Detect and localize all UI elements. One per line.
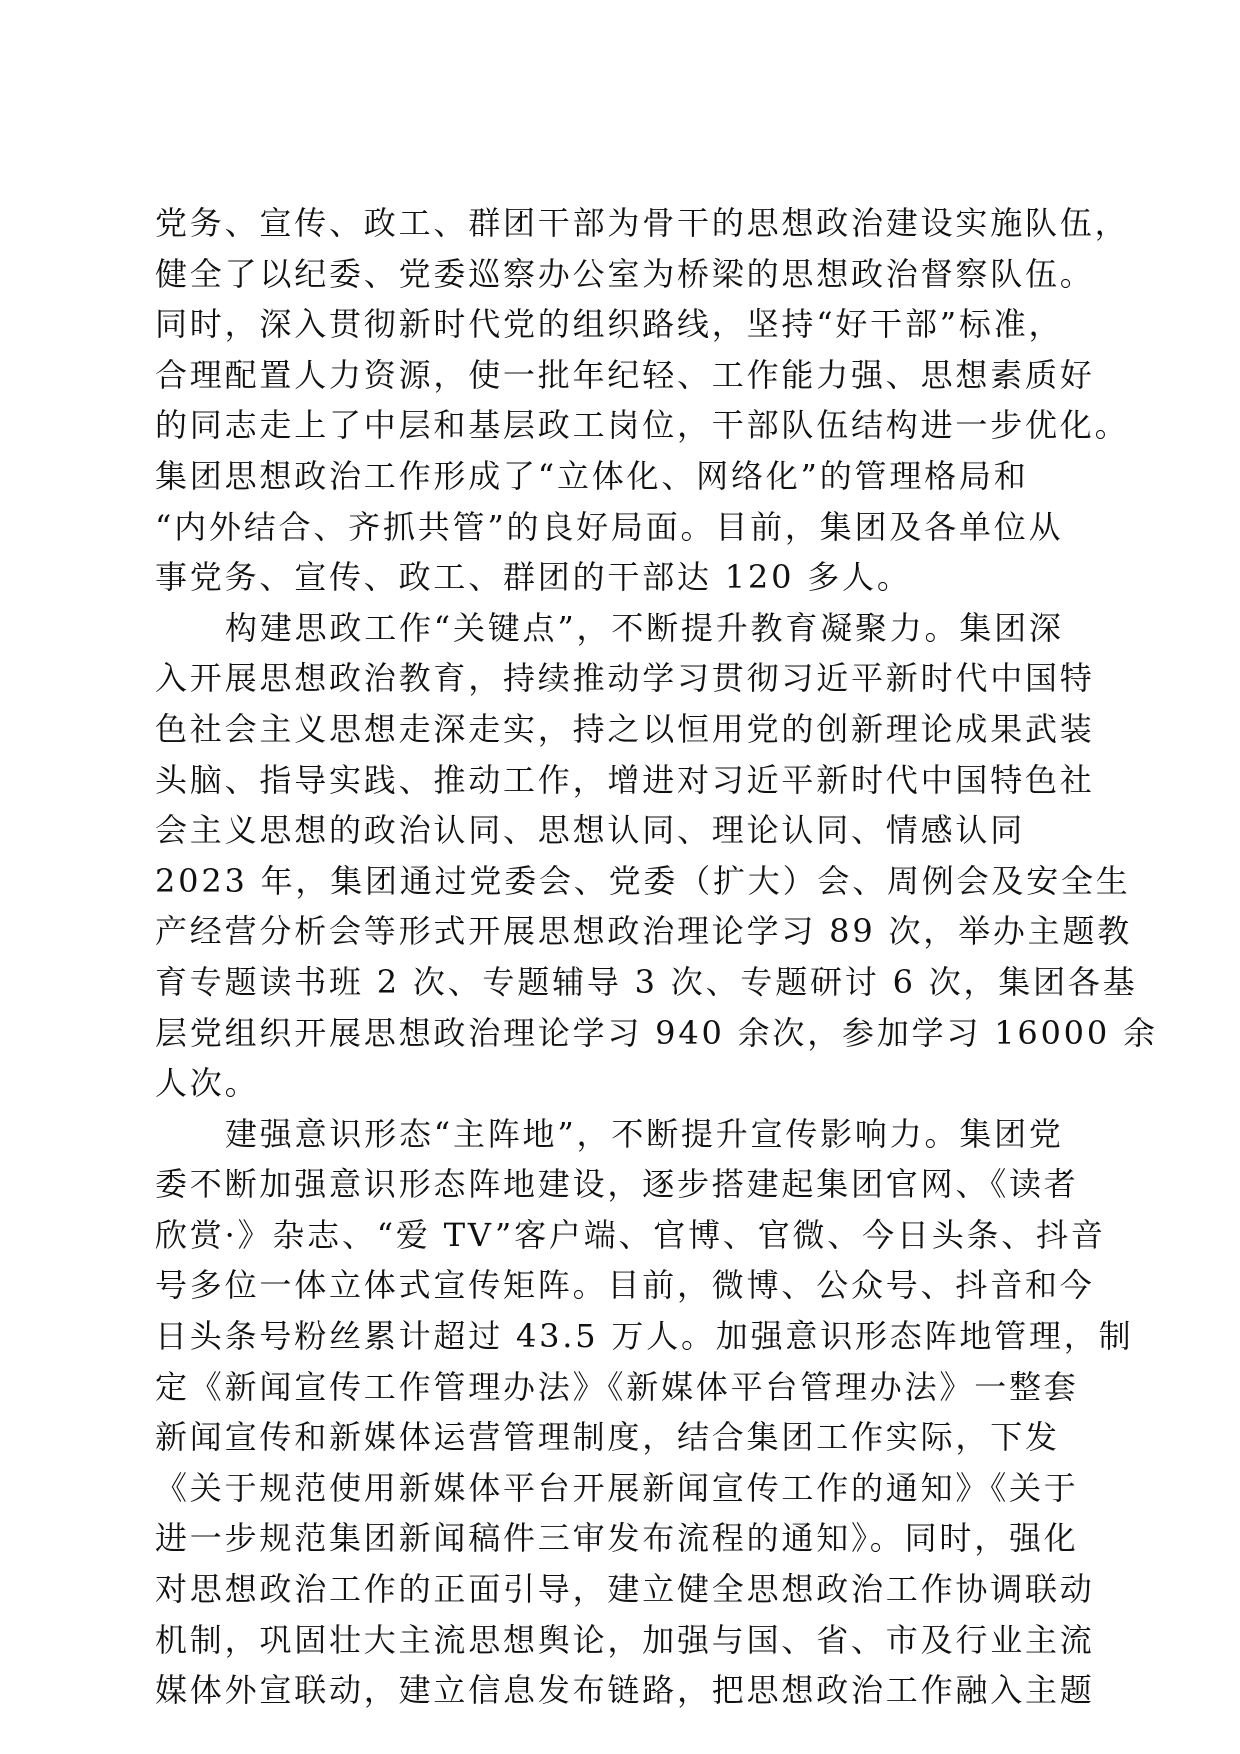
body-text [155,198,1158,1716]
text-line: 会主义思想的政治认同、思想认同、理论认同、情感认同 [155,811,1026,850]
text-line: 事党务、宣传、政工、群团的干部达 120 多人。 [155,558,912,597]
text-line: 合理配置人力资源，使一批年纪轻、工作能力强、思想素质好 [155,355,1095,394]
text-line: “内外结合、齐抓共管”的良好局面。目前，集团及各单位从 [155,507,1064,546]
text-line: 日头条号粉丝累计超过 43.5 万人。加强意识形态阵地管理，制 [155,1317,1134,1356]
text-line: 的同志走上了中层和基层政工岗位，干部队伍结构进一步优化。 [155,406,1130,445]
text-line: 产经营分析会等形式开展思想政治理论学习 89 次，举办主题教 [155,912,1133,951]
text-line: 对思想政治工作的正面引导，建立健全思想政治工作协调联动 [155,1570,1095,1609]
text-line: 头脑、指导实践、推动工作，增进对习近平新时代中国特色社 [155,760,1095,799]
text-line: 媒体外宣联动，建立信息发布链路，把思想政治工作融入主题 [155,1671,1095,1710]
text-line: 欣赏·》杂志、“爱 TV”客户端、官博、官微、今日头条、抖音 [155,1215,1106,1254]
text-line: 委不断加强意识形态阵地建设，逐步搭建起集团官网、《读者 [155,1165,1079,1204]
text-line: 集团思想政治工作形成了“立体化、网络化”的管理格局和 [155,456,1029,495]
text-line: 机制，巩固壮大主流思想舆论，加强与国、省、市及行业主流 [155,1620,1095,1659]
text-line: 同时，深入贯彻新时代党的组织路线，坚持“好干部”标准， [155,305,1064,344]
text-line: 号多位一体立体式宣传矩阵。目前，微博、公众号、抖音和今 [155,1266,1095,1305]
text-line: 《关于规范使用新媒体平台开展新闻宣传工作的通知》《关于 [155,1468,1079,1507]
text-line: 色社会主义思想走深走实，持之以恒用党的创新理论成果武装 [155,709,1095,748]
text-line: 进一步规范集团新闻稿件三审发布流程的通知》。同时，强化 [155,1519,1079,1558]
text-line: 层党组织开展思想政治理论学习 940 余次，参加学习 16000 余 [155,1013,1158,1052]
text-line: 2023 年，集团通过党委会、党委（扩大）会、周例会及安全生 [155,861,1131,900]
text-line: 定《新闻宣传工作管理办法》《新媒体平台管理办法》一整套 [155,1367,1079,1406]
text-line: 入开展思想政治教育，持续推动学习贯彻习近平新时代中国特 [155,659,1095,698]
text-line: 新闻宣传和新媒体运营管理制度，结合集团工作实际，下发 [155,1418,1060,1457]
paragraph-start-line: 构建思政工作“关键点”，不断提升教育凝聚力。集团深 [225,608,1064,647]
text-line: 育专题读书班 2 次、专题辅导 3 次、专题研讨 6 次，集团各基 [155,962,1138,1001]
text-line: 人次。 [155,1064,260,1103]
paragraph-start-line: 建强意识形态“主阵地”，不断提升宣传影响力。集团党 [225,1114,1064,1153]
text-line: 健全了以纪委、党委巡察办公室为桥梁的思想政治督察队伍。 [155,254,1095,293]
text-line: 党务、宣传、政工、群团干部为骨干的思想政治建设实施队伍， [155,204,1130,242]
